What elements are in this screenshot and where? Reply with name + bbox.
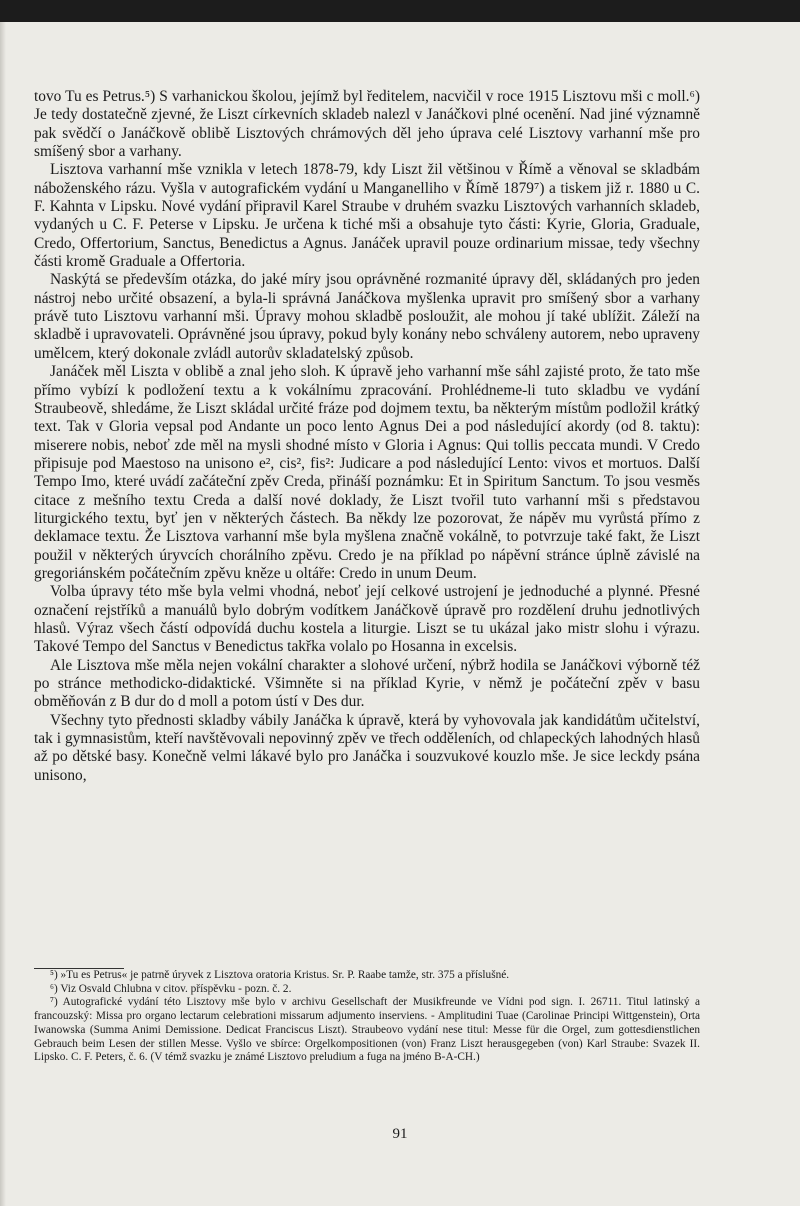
scan-binding-shadow xyxy=(0,22,6,1206)
paragraph-2: Lisztova varhanní mše vznikla v letech 1878-79, kdy Liszt žil většinou v Římě a věnoval se skladbám náboženského rázu. Vyšla v autografickém vydání u Manganelliho v Římě 1879⁷) a tiskem již r. 1880 u C. F. Kahnta v Lipsku. Nové vydání připravil Karel Straube v druhém svazku Lisztových varhanních skladeb, vydaných u C. F. Peterse v Lipsku. Je určena k tiché mši a obsahuje tyto části: Kyrie, Gloria, Graduale, Credo, Offertorium, Sanctus, Benedictus a Agnus. Janáček upravil pouze ordinarium missae, tedy všechny části kromě Graduale a Offertoria. xyxy=(34,161,700,271)
paragraph-1: tovo Tu es Petrus.⁵) S varhanickou školou, jejímž byl ředitelem, nacvičil v roce 1915 Lisztovu mši c moll.⁶) Je tedy dostatečně zjevné, že Liszt církevních skladeb nalezl v Janáčkovi plné ocenění. Nad jiné významně pak svědčí o Janáčkově oblibě Lisztových chrámových děl jeho úprava celé Lisztovy varhanní mše pro smíšený sbor a varhany. xyxy=(34,88,700,161)
footnote-7: ⁷) Autografické vydání této Lisztovy mše bylo v archivu Gesellschaft der Musikfreunde ve Vídni pod sign. I. 26711. Titul latinský a francouzský: Missa pro organo lectarum celebrationi missarum adjumento inserviens. - Amplitudini Tuae (Carolinae Principi Wittgenstein), Orta Iwanowska (Summa Animi Demissione. Dedicat Franciscus Liszt). Straubeovo vydání nese titul: Messe für die Orgel, zum gottesdienstlichen Gebrauch beim Lesen der stillen Messe. Vyšlo ve sbírce: Orgelkompositionen (von) Franz Liszt herausgegeben (von) Karl Straube: Svazek II. Lipsko. C. F. Peters, č. 6. (V témž svazku je známé Lisztovo preludium a fuga na jméno B-A-CH.) xyxy=(34,996,700,1064)
page-number: 91 xyxy=(392,1126,408,1142)
footnotes xyxy=(34,969,700,1065)
paragraph-6: Ale Lisztova mše měla nejen vokální charakter a slohové určení, nýbrž hodila se Janáčkovi výborně též po stránce methodicko-didaktické. Všimněte si na příklad Kyrie, v němž je počáteční zpěv v basu obměňován z B dur do d moll a potom ústí v Des dur. xyxy=(34,656,700,711)
paragraph-3: Naskýtá se především otázka, do jaké míry jsou oprávněné rozmanité úpravy děl, skládaných pro jeden nástroj nebo určité obsazení, a byla-li správná Janáčkova myšlenka upravit pro smíšený sbor a varhany právě tuto Lisztovu varhanní mši. Úpravy mohou skladbě posloužit, ale mohou jí také ublížit. Záleží na skladbě i upravovateli. Oprávněné jsou úpravy, pokud byly konány nebo schváleny autorem, nebo upraveny umělcem, který dokonale zvládl autorův skladatelský způsob. xyxy=(34,271,700,362)
body-text xyxy=(34,88,700,785)
footnote-5: ⁵) »Tu es Petrus« je patrně úryvek z Lisztova oratoria Kristus. Sr. P. Raabe tamže, str. 375 a příslušné. xyxy=(50,969,510,981)
footnote-6: ⁶) Viz Osvald Chlubna v citov. příspěvku - pozn. č. 2. xyxy=(50,982,292,995)
paragraph-5: Volba úpravy této mše byla velmi vhodná, neboť její celkové ustrojení je jednoduché a plynné. Přesné označení rejstříků a manuálů bylo dobrým vodítkem Janáčkově úpravě pro rozdělení druhu jednotlivých hlasů. Výraz všech částí odpovídá duchu kostela a liturgie. Liszt se tu ukázal jako mistr slohu i výrazu. Takové Tempo del Sanctus v Benedictus takřka volalo po Hosanna in excelsis. xyxy=(34,583,700,656)
paragraph-4: Janáček měl Liszta v oblibě a znal jeho sloh. K úpravě jeho varhanní mše sáhl zajisté proto, že tato mše přímo vybízí k podložení textu a k vokálnímu zpracování. Prohlédneme-li tuto skladbu ve vydání Straubeově, shledáme, že Liszt skládal určité fráze pod dojmem textu, ba některým místům podložil krátký text. Tak v Gloria vepsal pod Andante un poco lento Agnus Dei a pod následující akordy (od 8. taktu): miserere nobis, neboť zde měl na mysli shodné místo v Gloria i Agnus: Qui tollis peccata mundi. V Credo připisuje pod Maestoso na unisono e², cis², fis²: Judicare a pod následující Lento: vivos et mortuos. Další Tempo Imo, které uvádí začáteční zpěv Creda, přináší poznámku: Et in Spiritum Sanctum. To jsou vesměs citace z mešního textu Creda a další nové doklady, že Liszt tvořil tuto varhanní mši s představou liturgického textu, byť jen v některých částech. Ba někdy lze pozorovat, že nápěv mu vyrůstá přímo z deklamace textu. Že Lisztova varhanní mše byla myšlena značně vokálně, to potvrzuje také fakt, že Liszt použil v některých úryvcích chorálního zpěvu. Credo je na příklad po nápěvní stránce úplně závislé na gregoriánském počátečním zpěvu kněze u oltáře: Credo in unum Deum. xyxy=(34,363,700,582)
scan-top-edge xyxy=(0,0,800,22)
paragraph-7: Všechny tyto přednosti skladby vábily Janáčka k úpravě, která by vyhovovala jak kandidátům učitelství, tak i gymnasistům, kteří navštěvovali nepovinný zpěv ve třech odděleních, od chlapeckých lahodných hlasů až po dětské basy. Konečně velmi lákavé bylo pro Janáčka i souzvukové kouzlo mše. Je sice leckdy psána unisono, xyxy=(34,711,700,784)
